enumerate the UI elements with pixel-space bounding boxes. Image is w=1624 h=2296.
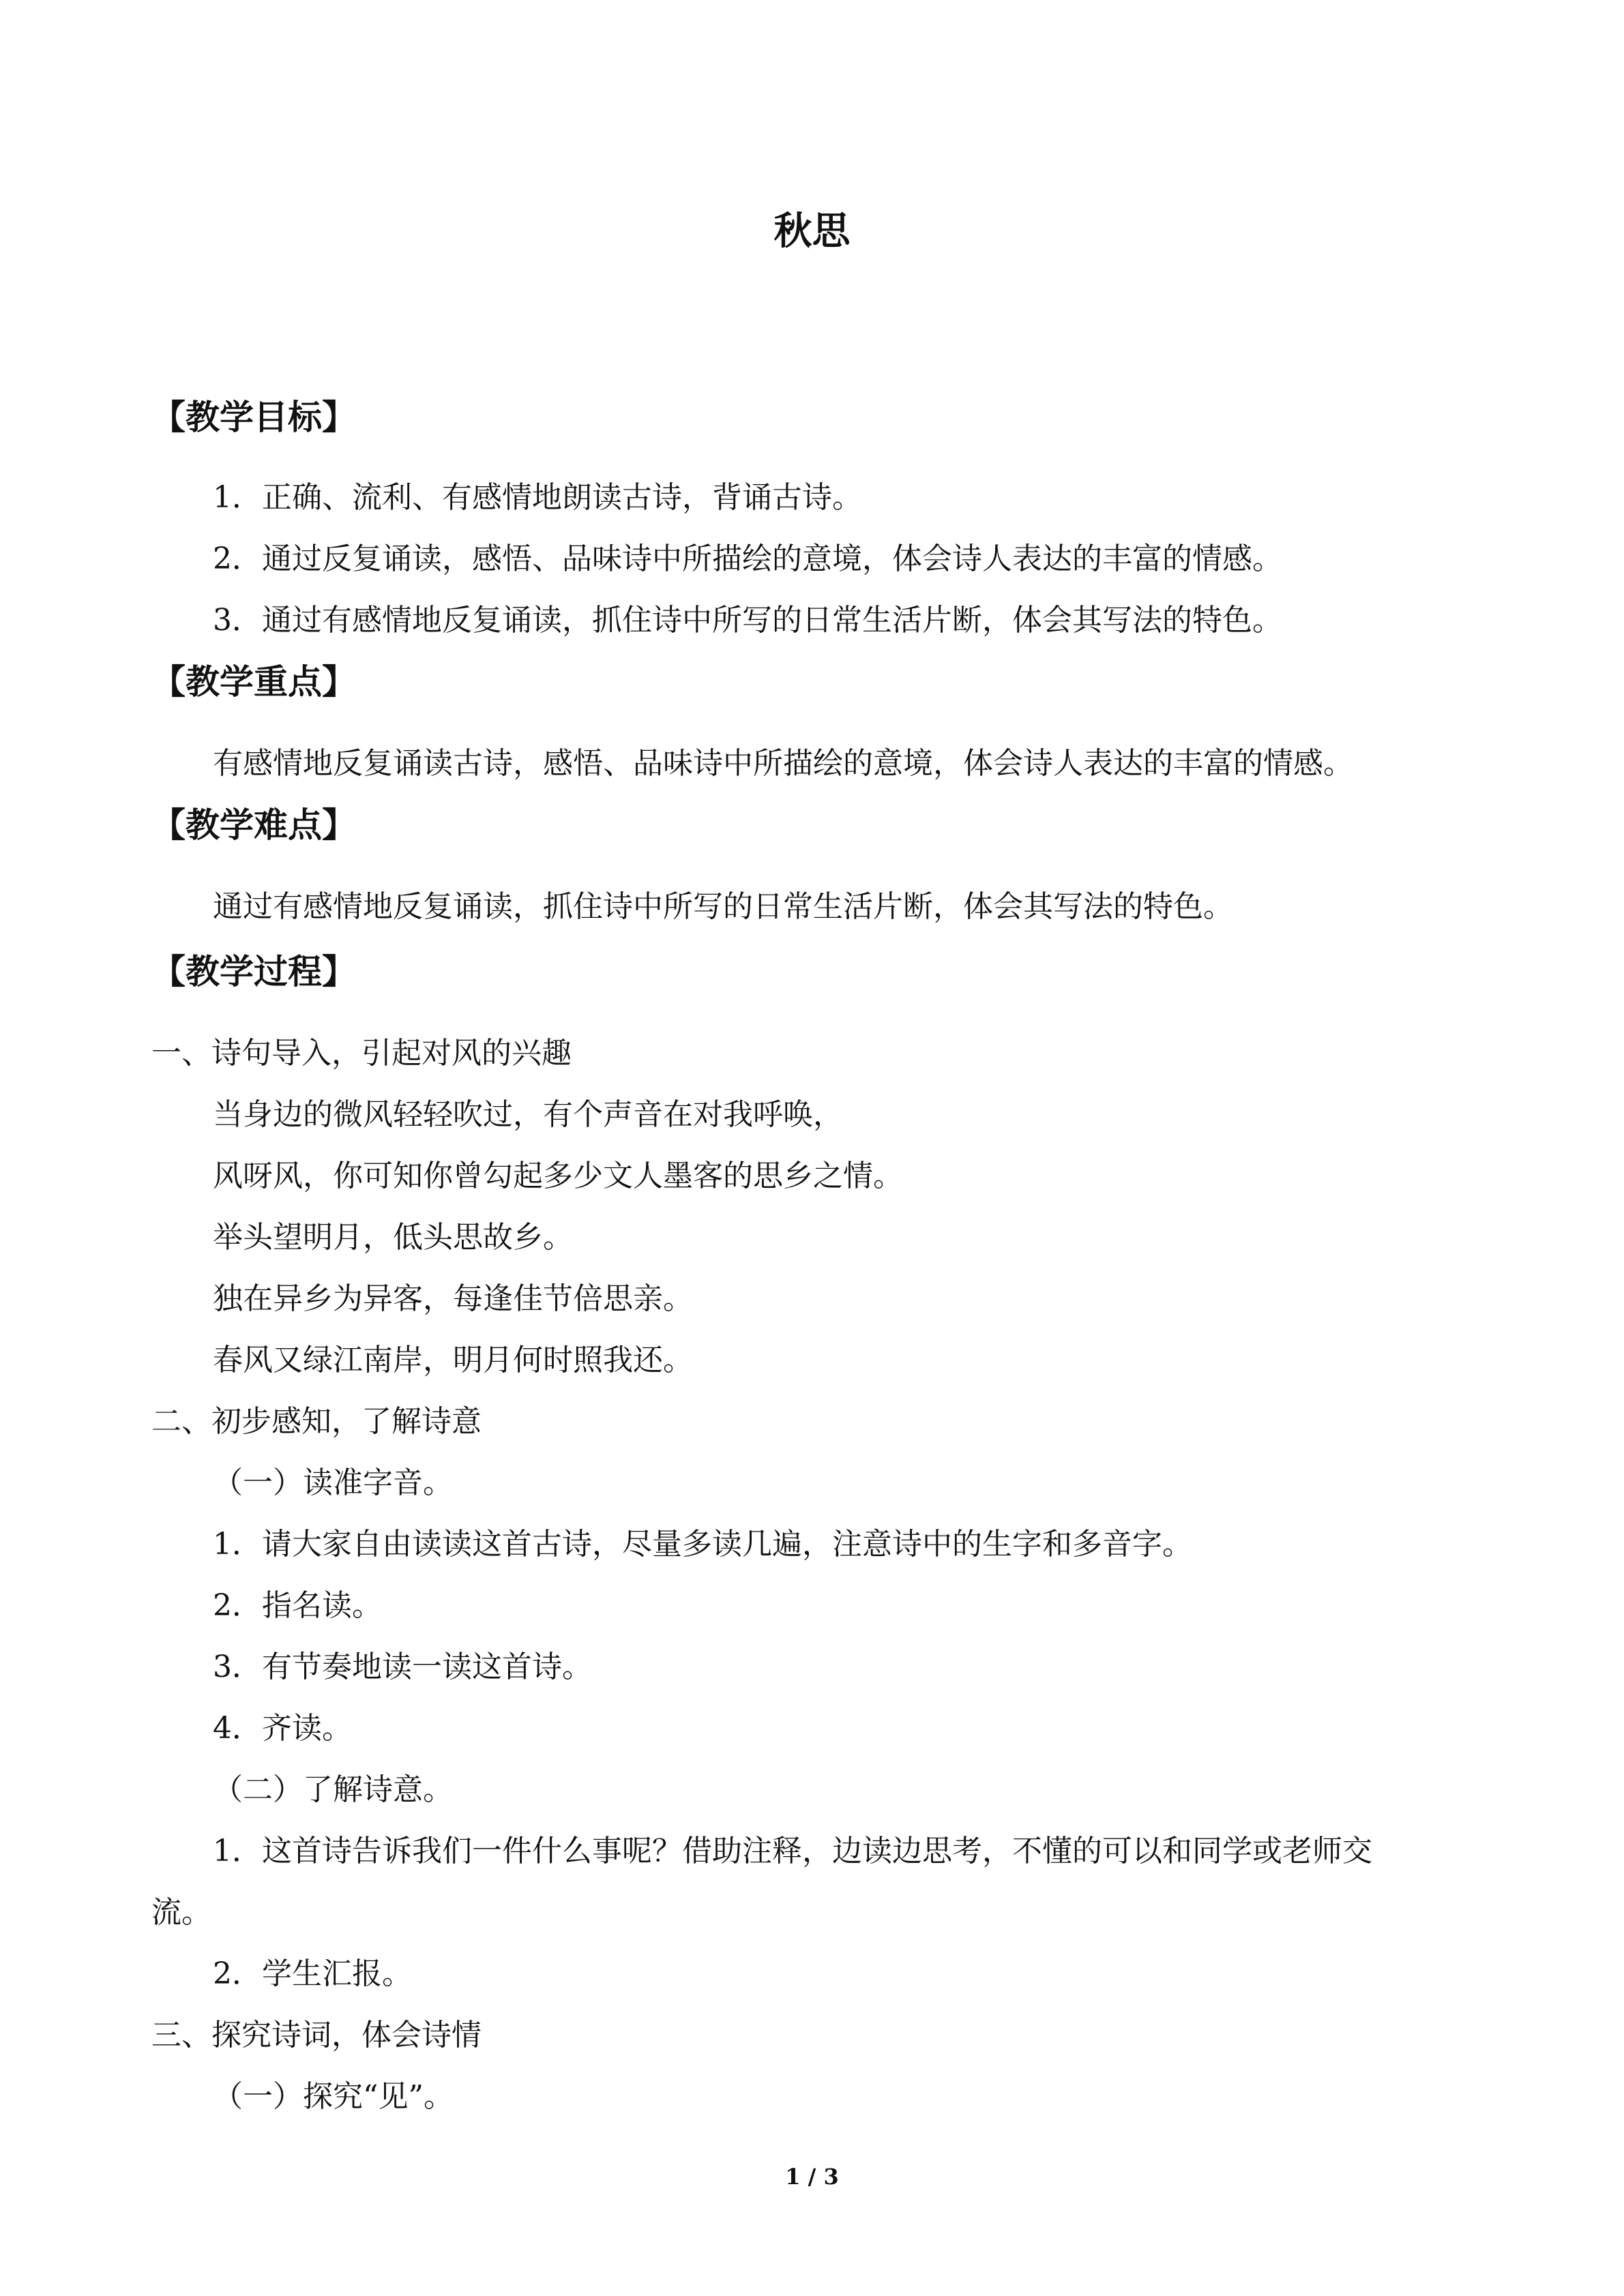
poem-line: 举头望明月，低头思故乡。 — [213, 1220, 573, 1255]
poem-line: 春风又绿江南岸，明月何时照我还。 — [213, 1343, 693, 1377]
part2-sub2-title: （二）了解诗意。 — [213, 1772, 453, 1807]
part2-sub1-item: 1．请大家自由读读这首古诗，尽量多读几遍，注意诗中的生字和多音字。 — [213, 1527, 1192, 1562]
objectives-heading: 【教学目标】 — [151, 398, 356, 437]
process-part3-title: 三、探究诗词，体会诗情 — [151, 2018, 482, 2053]
part2-sub1-item: 4．齐读。 — [213, 1711, 352, 1746]
part2-sub2-item-2: 2．学生汇报。 — [213, 1956, 412, 1991]
part2-sub1-item: 2．指名读。 — [213, 1588, 382, 1623]
process-part1-title: 一、诗句导入，引起对风的兴趣 — [151, 1036, 572, 1071]
part2-sub2-item-1-line-1: 1．这首诗告诉我们一件什么事呢？借助注释，边读边思考，不懂的可以和同学或老师交 — [213, 1834, 1372, 1868]
key-points-text: 有感情地反复诵读古诗，感悟、品味诗中所描绘的意境，体会诗人表达的丰富的情感。 — [213, 746, 1353, 781]
process-heading: 【教学过程】 — [151, 952, 356, 992]
difficulties-text: 通过有感情地反复诵读，抓住诗中所写的日常生活片断，体会其写法的特色。 — [213, 889, 1233, 924]
objective-item-1: 1．正确、流利、有感情地朗读古诗，背诵古诗。 — [213, 480, 862, 515]
part3-sub1-title: （一）探究“见”。 — [213, 2079, 454, 2114]
process-part2-title: 二、初步感知，了解诗意 — [151, 1404, 482, 1439]
part2-sub1-item: 3．有节奏地读一读这首诗。 — [213, 1650, 592, 1684]
objective-item-2: 2．通过反复诵读，感悟、品味诗中所描绘的意境，体会诗人表达的丰富的情感。 — [213, 541, 1282, 576]
poem-line: 风呀风，你可知你曾勾起多少文人墨客的思乡之情。 — [213, 1159, 903, 1193]
key-points-heading: 【教学重点】 — [151, 662, 356, 702]
part2-sub2-item-1-line-2: 流。 — [151, 1895, 211, 1930]
page-indicator: 1 / 3 — [785, 2164, 839, 2190]
document-title: 秋思 — [773, 209, 851, 254]
poem-line: 独在异乡为异客，每逢佳节倍思亲。 — [213, 1281, 693, 1316]
difficulties-heading: 【教学难点】 — [151, 805, 356, 845]
poem-line: 当身边的微风轻轻吹过，有个声音在对我呼唤， — [213, 1097, 843, 1132]
objective-item-3: 3．通过有感情地反复诵读，抓住诗中所写的日常生活片断，体会其写法的特色。 — [213, 603, 1282, 638]
part2-sub1-title: （一）读准字音。 — [213, 1465, 453, 1500]
